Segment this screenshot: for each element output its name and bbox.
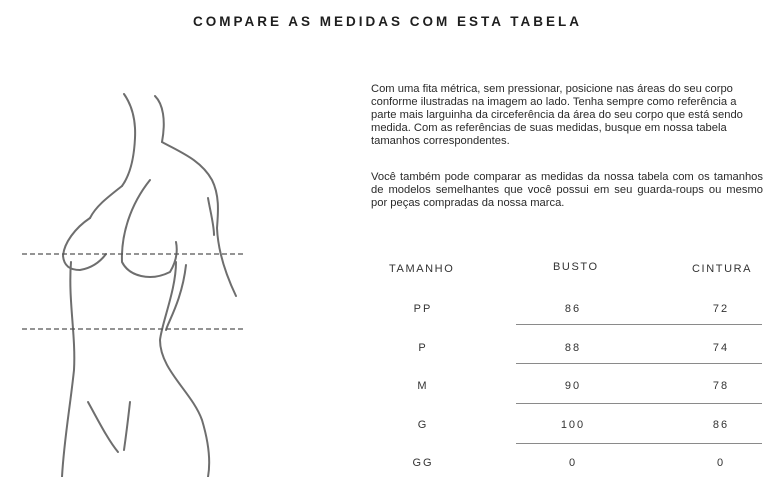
header-tamanho: TAMANHO: [389, 263, 455, 275]
table-cell-size: GG: [412, 457, 434, 469]
row-divider: [516, 443, 762, 444]
instructions-paragraph-1: Com uma fita métrica, sem pressionar, posicione nas áreas do seu corpo conforme ilustradas na imagem ao lado. Tenha sempre como referência a parte mais larguinha da circeferência da área do seu corpo que está sendo medida. Com as referências de suas medidas, busque em nossa tabela tamanhos correspondentes.: [371, 83, 743, 147]
row-divider: [516, 324, 762, 325]
table-cell-size: M: [417, 380, 429, 392]
table-cell-busto: 0: [568, 457, 578, 469]
row-divider: [516, 403, 762, 404]
table-cell-size: G: [417, 419, 429, 431]
table-cell-busto: 90: [564, 380, 582, 392]
instructions-paragraph-2: Você também pode comparar as medidas da nossa tabela com os tamanhos de modelos semelhantes que você possui em seu guarda-roups ou mesmo por peças compradas da nossa marca.: [371, 171, 763, 209]
table-cell-cintura: 0: [716, 457, 726, 469]
header-busto: BUSTO: [553, 261, 599, 273]
table-cell-busto: 86: [564, 303, 582, 315]
page-title: COMPARE AS MEDIDAS COM ESTA TABELA: [192, 14, 582, 29]
table-cell-cintura: 86: [712, 419, 730, 431]
table-cell-cintura: 74: [712, 342, 730, 354]
female-torso-measurement-illustration: [0, 0, 260, 477]
table-cell-size: P: [418, 342, 428, 354]
table-cell-cintura: 72: [712, 303, 730, 315]
header-cintura: CINTURA: [692, 263, 753, 275]
table-cell-busto: 100: [560, 419, 586, 431]
row-divider: [516, 363, 762, 364]
table-cell-cintura: 78: [712, 380, 730, 392]
table-cell-busto: 88: [564, 342, 582, 354]
table-cell-size: PP: [413, 303, 433, 315]
